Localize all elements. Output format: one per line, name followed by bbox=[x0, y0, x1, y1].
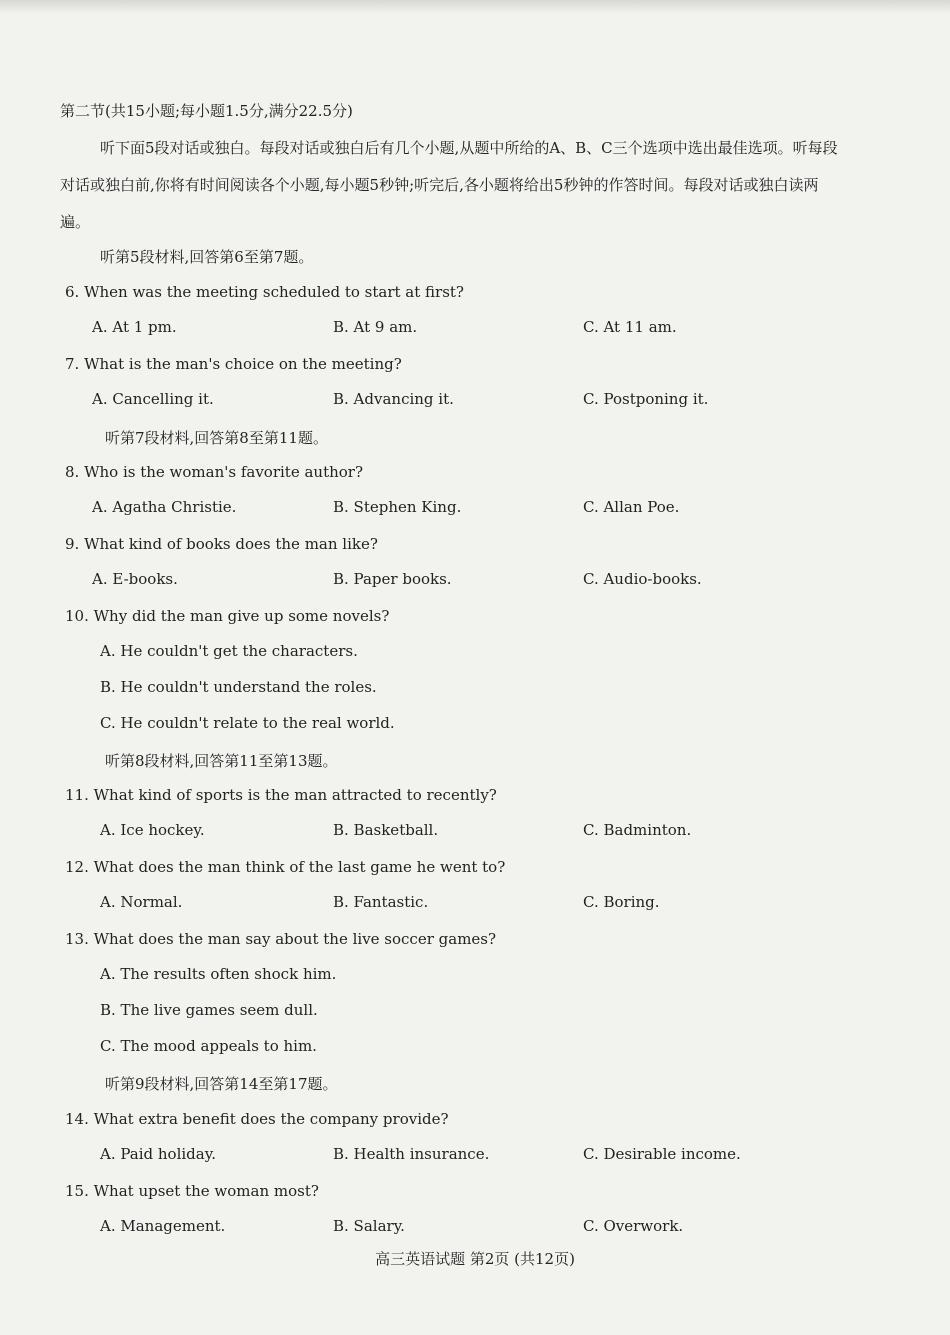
option-b: B. He couldn't understand the roles. bbox=[100, 678, 377, 696]
question-stem: 13. What does the man say about the live soccer games? bbox=[65, 930, 497, 948]
option-b: B. The live games seem dull. bbox=[100, 1001, 318, 1019]
option-c: C. The mood appeals to him. bbox=[100, 1037, 317, 1055]
option-c: C. He couldn't relate to the real world. bbox=[100, 714, 395, 732]
option-a: A. Management. bbox=[100, 1217, 226, 1235]
section-instruction: 听下面5段对话或独白。每段对话或独白后有几个小题,从题中所给的A、B、C三个选项中选出最佳选项。听每段对话或独白前,你将有时间阅读各个小题,每小题5秒钟;听完后,各小题将给出5秒钟的作答时间。每段对话或独白读两遍。 bbox=[60, 139, 838, 231]
option-c: C. Overwork. bbox=[583, 1217, 684, 1235]
option-a: A. He couldn't get the characters. bbox=[100, 642, 358, 660]
question-stem: 9. What kind of books does the man like? bbox=[65, 535, 378, 553]
question-stem: 8. Who is the woman's favorite author? bbox=[65, 463, 364, 481]
option-b: B. Fantastic. bbox=[333, 893, 429, 911]
option-c: C. Badminton. bbox=[583, 821, 692, 839]
option-c: C. Boring. bbox=[583, 893, 660, 911]
option-b: B. At 9 am. bbox=[333, 318, 418, 336]
option-a: A. Normal. bbox=[100, 893, 183, 911]
option-c: C. Audio-books. bbox=[583, 570, 702, 588]
section-header: 第二节(共15小题;每小题1.5分,满分22.5分) bbox=[60, 102, 353, 120]
option-b: B. Paper books. bbox=[333, 570, 452, 588]
option-a: A. The results often shock him. bbox=[100, 965, 337, 983]
group-label: 听第7段材料,回答第8至第11题。 bbox=[105, 429, 328, 447]
page-footer: 高三英语试题 第2页 (共12页) bbox=[375, 1250, 575, 1268]
group-label: 听第5段材料,回答第6至第7题。 bbox=[100, 248, 314, 266]
group-label: 听第9段材料,回答第14至第17题。 bbox=[105, 1075, 338, 1093]
option-a: A. Cancelling it. bbox=[92, 390, 214, 408]
option-c: C. Desirable income. bbox=[583, 1145, 741, 1163]
option-b: B. Basketball. bbox=[333, 821, 439, 839]
option-c: C. Allan Poe. bbox=[583, 498, 680, 516]
question-stem: 7. What is the man's choice on the meeting? bbox=[65, 355, 402, 373]
option-c: C. At 11 am. bbox=[583, 318, 677, 336]
question-stem: 10. Why did the man give up some novels? bbox=[65, 607, 390, 625]
question-stem: 6. When was the meeting scheduled to start at first? bbox=[65, 283, 464, 301]
option-a: A. Ice hockey. bbox=[100, 821, 205, 839]
question-stem: 12. What does the man think of the last game he went to? bbox=[65, 858, 506, 876]
option-c: C. Postponing it. bbox=[583, 390, 709, 408]
group-label: 听第8段材料,回答第11至第13题。 bbox=[105, 752, 338, 770]
option-a: A. Paid holiday. bbox=[100, 1145, 216, 1163]
option-b: B. Health insurance. bbox=[333, 1145, 490, 1163]
option-a: A. At 1 pm. bbox=[92, 318, 177, 336]
question-stem: 14. What extra benefit does the company provide? bbox=[65, 1110, 449, 1128]
question-stem: 15. What upset the woman most? bbox=[65, 1182, 319, 1200]
option-b: B. Stephen King. bbox=[333, 498, 462, 516]
option-a: A. E-books. bbox=[92, 570, 178, 588]
option-b: B. Salary. bbox=[333, 1217, 405, 1235]
option-a: A. Agatha Christie. bbox=[92, 498, 237, 516]
question-stem: 11. What kind of sports is the man attracted to recently? bbox=[65, 786, 497, 804]
scan-top-edge bbox=[0, 0, 950, 14]
option-b: B. Advancing it. bbox=[333, 390, 454, 408]
